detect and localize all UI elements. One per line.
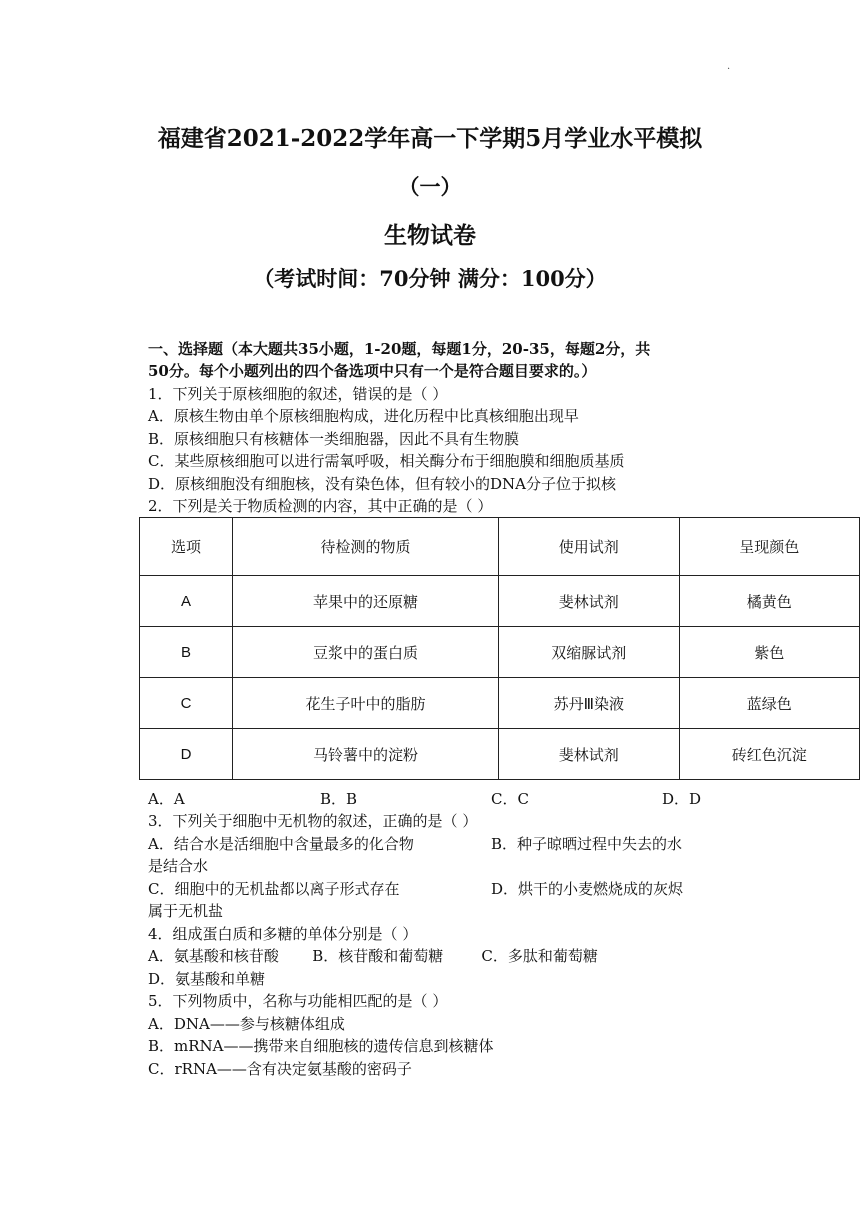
q2-option-b: B．B xyxy=(320,790,358,808)
table-header-cell: 选项 xyxy=(140,518,233,576)
q4-options-abc: A．氨基酸和核苷酸 B．核苷酸和葡萄糖 C．多肽和葡萄糖 xyxy=(148,947,598,965)
q1-option-a: A．原核生物由单个原核细胞构成，进化历程中比真核细胞出现早 xyxy=(148,407,579,425)
table-cell: A xyxy=(140,576,233,627)
q1-option-c: C．某些原核细胞可以进行需氧呼吸，相关酶分布于细胞膜和细胞质基质 xyxy=(148,452,625,470)
q3-option-d: D．烘干的小麦燃烧成的灰烬 xyxy=(491,880,684,898)
q3-option-b: B．种子晾晒过程中失去的水 xyxy=(491,835,683,853)
table-header-cell: 呈现颜色 xyxy=(679,518,859,576)
table-row xyxy=(140,678,860,729)
q2-option-a: A．A xyxy=(148,790,185,808)
q5-option-a: A．DNA——参与核糖体组成 xyxy=(148,1015,345,1033)
q1-option-d: D．原核细胞没有细胞核，没有染色体，但有较小的DNA分子位于拟核 xyxy=(148,475,617,493)
table-cell: 花生子叶中的脂肪 xyxy=(233,678,499,729)
table-row xyxy=(140,729,860,780)
table-header-cell: 使用试剂 xyxy=(499,518,679,576)
q3-option-c: C．细胞中的无机盐都以离子形式存在 xyxy=(148,880,400,898)
q2-options xyxy=(148,789,748,809)
page-dot: · xyxy=(727,64,731,75)
q4-stem: 4．组成蛋白质和多糖的单体分别是（ ） xyxy=(148,925,418,943)
table-cell: 苹果中的还原糖 xyxy=(233,576,499,627)
table-header-cell: 待检测的物质 xyxy=(233,518,499,576)
exam-subject: 生物试卷 xyxy=(384,222,476,249)
table-cell: 斐林试剂 xyxy=(499,729,679,780)
table-cell: 橘黄色 xyxy=(679,576,859,627)
exam-info: （考试时间：70分钟 满分：100分） xyxy=(253,266,607,291)
table-cell: 紫色 xyxy=(679,627,859,678)
table-cell: 苏丹Ⅲ染液 xyxy=(499,678,679,729)
q2-option-c: C．C xyxy=(491,790,529,808)
table-cell: B xyxy=(140,627,233,678)
table-cell: 豆浆中的蛋白质 xyxy=(233,627,499,678)
table-cell: 斐林试剂 xyxy=(499,576,679,627)
table-cell: C xyxy=(140,678,233,729)
q2-table xyxy=(139,517,860,780)
q2-option-d: D．D xyxy=(662,790,702,808)
q3-option-a: A．结合水是活细胞中含量最多的化合物 xyxy=(148,835,414,853)
table-row xyxy=(140,627,860,678)
section-heading-cont: 50分。每个小题列出的四个备选项中只有一个是符合题目要求的。） xyxy=(148,362,597,380)
q3-stem: 3．下列关于细胞中无机物的叙述，正确的是（ ） xyxy=(148,812,478,830)
table-row xyxy=(140,576,860,627)
table-cell: 砖红色沉淀 xyxy=(679,729,859,780)
q5-option-b: B．mRNA——携带来自细胞核的遗传信息到核糖体 xyxy=(148,1037,494,1055)
q5-stem: 5．下列物质中，名称与功能相匹配的是（ ） xyxy=(148,992,448,1010)
q1-option-b: B．原核细胞只有核糖体一类细胞器，因此不具有生物膜 xyxy=(148,430,520,448)
q1-stem: 1．下列关于原核细胞的叙述，错误的是（ ） xyxy=(148,385,448,403)
table-header-row xyxy=(140,518,860,576)
q3-option-b-cont: 是结合水 xyxy=(148,857,209,875)
q3-options-row2 xyxy=(148,879,748,899)
exam-title-number: （一） xyxy=(398,174,462,199)
section-heading: 一、选择题（本大题共35小题，1-20题，每题1分，20-35，每题2分，共 xyxy=(148,340,651,358)
q5-option-c: C．rRNA——含有决定氨基酸的密码子 xyxy=(148,1060,412,1078)
table-cell: D xyxy=(140,729,233,780)
table-cell: 蓝绿色 xyxy=(679,678,859,729)
exam-title: 福建省2021-2022学年高一下学期5月学业水平模拟 xyxy=(157,125,703,152)
q2-stem: 2．下列是关于物质检测的内容，其中正确的是（ ） xyxy=(148,497,493,515)
q3-options-row1 xyxy=(148,834,748,854)
q4-option-d: D．氨基酸和单糖 xyxy=(148,970,266,988)
table-cell: 马铃薯中的淀粉 xyxy=(233,729,499,780)
table-cell: 双缩脲试剂 xyxy=(499,627,679,678)
q3-option-d-cont: 属于无机盐 xyxy=(148,902,224,920)
